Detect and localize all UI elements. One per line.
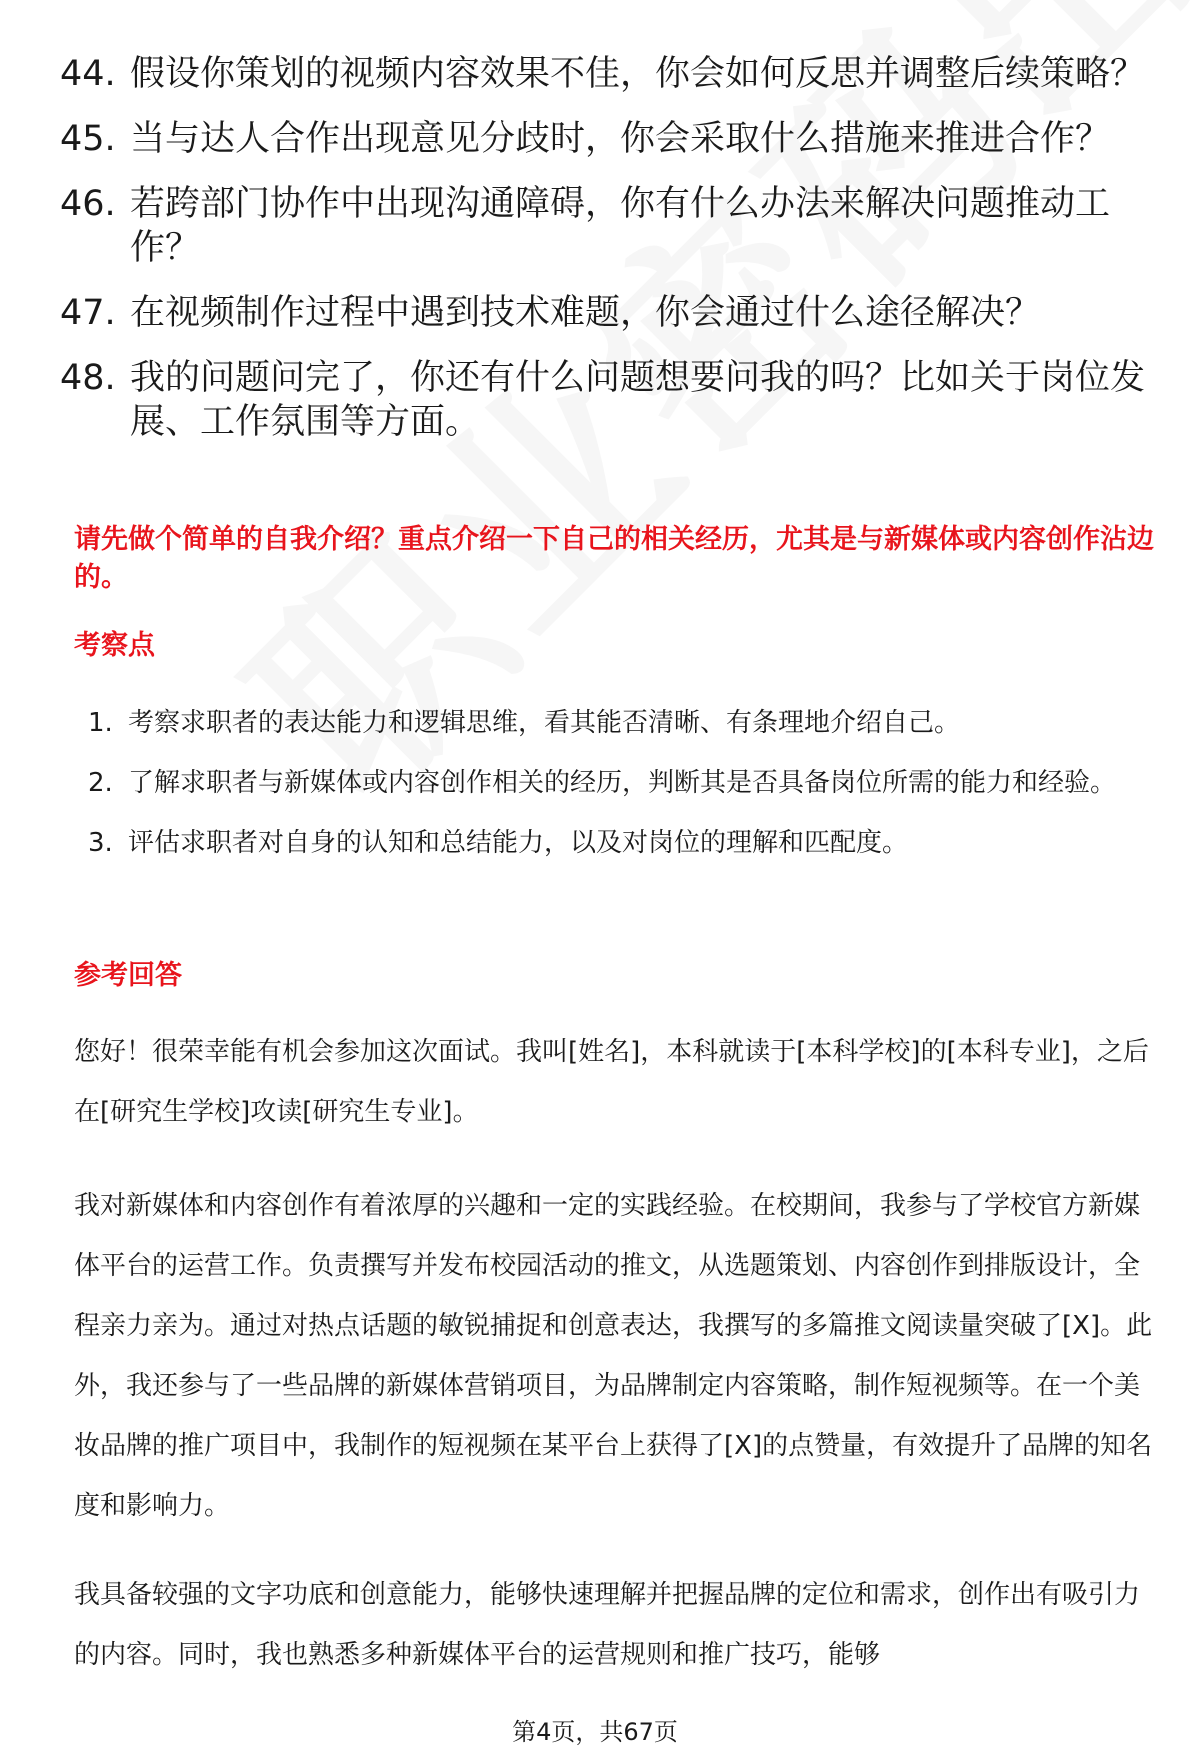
question-text: 我的问题问完了，你还有什么问题想要问我的吗？比如关于岗位发展、工作氛围等方面。: [130, 358, 1146, 442]
point-number: 2.: [88, 768, 113, 798]
section-title: 请先做个简单的自我介绍？重点介绍一下自己的相关经历，尤其是与新媒体或内容创作沾边的。: [74, 524, 1154, 593]
point-number: 3.: [88, 828, 113, 858]
question-text: 当与达人合作出现意见分歧时，你会采取什么措施来推进合作？: [130, 119, 1111, 159]
question-text: 在视频制作过程中遇到技术难题，你会通过什么途径解决？: [130, 293, 1041, 333]
question-text: 假设你策划的视频内容效果不佳，你会如何反思并调整后续策略？: [130, 54, 1146, 94]
points-heading: 考察点: [74, 630, 155, 661]
answer-paragraph: 您好！很荣幸能有机会参加这次面试。我叫[姓名]，本科就读于[本科学校]的[本科专业]，之后在[研究生学校]攻读[研究生专业]。: [74, 1037, 1149, 1127]
question-item: [60, 356, 1160, 444]
question-list: [60, 52, 1160, 465]
point-text: 考察求职者的表达能力和逻辑思维，看其能否清晰、有条理地介绍自己。: [128, 708, 961, 738]
question-item: [60, 182, 1160, 270]
list-item: [88, 753, 1164, 813]
question-item: [60, 117, 1160, 161]
list-item: [88, 693, 1164, 753]
question-number: 45.: [60, 119, 116, 159]
question-number: 46.: [60, 184, 116, 224]
point-number: 1.: [88, 708, 113, 738]
answer-heading: 参考回答: [74, 960, 182, 991]
answer-paragraph: 我具备较强的文字功底和创意能力，能够快速理解并把握品牌的定位和需求，创作出有吸引力的内容。同时，我也熟悉多种新媒体平台的运营规则和推广技巧，能够: [74, 1580, 1141, 1670]
point-text: 了解求职者与新媒体或内容创作相关的经历，判断其是否具备岗位所需的能力和经验。: [128, 768, 1117, 798]
list-item: [88, 813, 1164, 873]
page-footer: 第4页，共67页: [512, 1718, 678, 1746]
question-number: 47.: [60, 293, 116, 333]
question-item: [60, 52, 1160, 96]
question-item: [60, 291, 1160, 335]
point-text: 评估求职者对自身的认知和总结能力，以及对岗位的理解和匹配度。: [128, 828, 909, 858]
answer-paragraph: 我对新媒体和内容创作有着浓厚的兴趣和一定的实践经验。在校期间，我参与了学校官方新媒体平台的运营工作。负责撰写并发布校园活动的推文，从选题策划、内容创作到排版设计，全程亲力亲为。通过对热点话题的敏锐捕捉和创意表达，我撰写的多篇推文阅读量突破了[X]。此外，我还参与了一些品牌的新媒体营销项目，为品牌制定内容策略，制作短视频等。在一个美妆品牌的推广项目中，我制作的短视频在某平台上获得了[X]的点赞量，有效提升了品牌的知名度和影响力。: [74, 1191, 1153, 1521]
question-number: 48.: [60, 358, 116, 398]
question-number: 44.: [60, 54, 116, 94]
points-list: [88, 693, 1164, 873]
question-text: 若跨部门协作中出现沟通障碍，你有什么办法来解决问题推动工作？: [130, 184, 1111, 268]
